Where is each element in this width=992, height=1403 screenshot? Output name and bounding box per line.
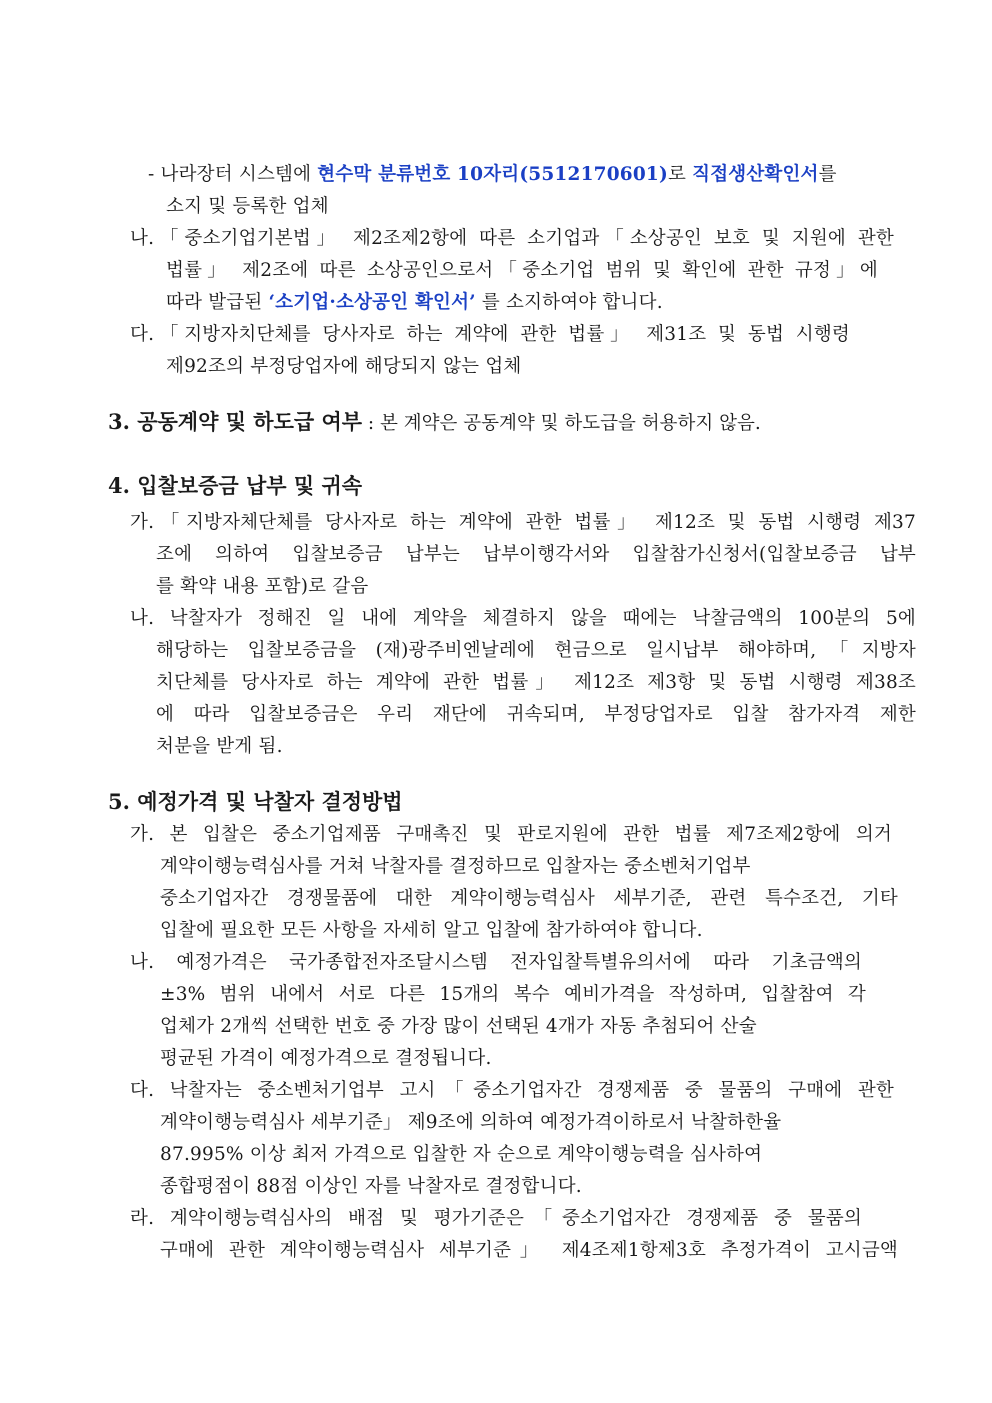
s4-na-line: 해당하는 입찰보증금을 (재)광주비엔날레에 현금으로 일시납부 해야하며,「지방자 bbox=[156, 640, 916, 661]
na-item-line: 나.「중소기업기본법」 제2조제2항에 따른 소기업과「소상공인 보호 및 지원에 관한 bbox=[130, 228, 894, 249]
s5-da-line: 계약이행능력심사 세부기준」 제9조에 의하여 예정가격이하로서 낙찰하한율 bbox=[160, 1112, 782, 1133]
s5-ra-line: 라. 계약이행능력심사의 배점 및 평가기준은「중소기업자간 경쟁제품 중 물품의 bbox=[130, 1208, 862, 1229]
s5-na-line: 평균된 가격이 예정가격으로 결정됩니다. bbox=[160, 1048, 492, 1069]
s4-na-line: 처분을 받게 됨. bbox=[156, 736, 283, 757]
s5-ga-line: 계약이행능력심사를 거쳐 낙찰자를 결정하므로 입찰자는 중소벤처기업부 bbox=[160, 856, 751, 877]
s4-na-line: 에 따라 입찰보증금은 우리 재단에 귀속되며, 부정당업자로 입찰 참가자격 제한 bbox=[156, 704, 916, 725]
s5-ga-line: 입찰에 필요한 모든 사항을 자세히 알고 입찰에 참가하여야 합니다. bbox=[160, 920, 703, 941]
certificate-highlight: 직접생산확인서 bbox=[692, 164, 819, 185]
s5-na-line: ±3% 범위 내에서 서로 다른 15개의 복수 예비가격을 작성하며, 입찰참여 각 bbox=[160, 984, 866, 1005]
section-4-heading: 4. 입찰보증금 납부 및 귀속 bbox=[108, 473, 363, 498]
s4-na-line: 치단체를 당사자로 하는 계약에 관한 법률」 제12조 제3항 및 동법 시행령 제38조 bbox=[156, 672, 916, 693]
section-3-text: : 본 계약은 공동계약 및 하도급을 허용하지 않음. bbox=[362, 413, 761, 434]
s4-ga-line: 가.「지방자체단체를 당사자로 하는 계약에 관한 법률」 제12조 및 동법 시행령 제37 bbox=[130, 512, 916, 533]
category-number-highlight: 현수막 분류번호 10자리(5512170601) bbox=[317, 164, 668, 185]
s5-da-line: 다. 낙찰자는 중소벤처기업부 고시「중소기업자간 경쟁제품 중 물품의 구매에 관한 bbox=[130, 1080, 894, 1101]
s4-na-line: 나. 낙찰자가 정해진 일 내에 계약을 체결하지 않을 때에는 낙찰금액의 100분의 5에 bbox=[130, 608, 916, 629]
na-item-line: 법률」 제2조에 따른 소상공인으로서「중소기업 범위 및 확인에 관한 규정」에 bbox=[166, 260, 878, 281]
dash-item-continuation: 소지 및 등록한 업체 bbox=[166, 196, 329, 217]
da-item-line: 다.「지방자치단체를 당사자로 하는 계약에 관한 법률」 제31조 및 동법 시행령 bbox=[130, 324, 850, 345]
section-3-heading: 3. 공동계약 및 하도급 여부 : 본 계약은 공동계약 및 하도급을 허용하지 않음. bbox=[108, 409, 761, 434]
da-item-line: 제92조의 부정당업자에 해당되지 않는 업체 bbox=[166, 356, 522, 377]
s5-ga-line: 가. 본 입찰은 중소기업제품 구매촉진 및 판로지원에 관한 법률 제7조제2항에 의거 bbox=[130, 824, 892, 845]
dash-item-line: - 나라장터 시스템에 현수막 분류번호 10자리(5512170601)로 직접생산확인서를 bbox=[148, 164, 837, 185]
s5-da-line: 87.995% 이상 최저 가격으로 입찰한 자 순으로 계약이행능력을 심사하여 bbox=[160, 1144, 763, 1165]
s5-na-line: 나. 예정가격은 국가종합전자조달시스템 전자입찰특별유의서에 따라 기초금액의 bbox=[130, 952, 862, 973]
confirmation-highlight: ‘소기업·소상공인 확인서’ bbox=[268, 292, 476, 313]
s5-da-line: 종합평점이 88점 이상인 자를 낙찰자로 결정합니다. bbox=[160, 1176, 582, 1197]
dash-item-text: - 나라장터 시스템에 bbox=[148, 164, 318, 185]
section-5-heading: 5. 예정가격 및 낙찰자 결정방법 bbox=[108, 789, 403, 814]
s5-ga-line: 중소기업자간 경쟁물품에 대한 계약이행능력심사 세부기준, 관련 특수조건, 기타 bbox=[160, 888, 898, 909]
s5-na-line: 업체가 2개씩 선택한 번호 중 가장 많이 선택된 4개가 자동 추첨되어 산술 bbox=[160, 1016, 757, 1037]
na-item-last-line: 따라 발급된 ‘소기업·소상공인 확인서’ 를 소지하여야 합니다. bbox=[166, 292, 663, 313]
s4-ga-line: 를 확약 내용 포함)로 갈음 bbox=[156, 576, 369, 597]
s5-ra-line: 구매에 관한 계약이행능력심사 세부기준」 제4조제1항제3호 추정가격이 고시금액 bbox=[160, 1240, 898, 1261]
s4-ga-line: 조에 의하여 입찰보증금 납부는 납부이행각서와 입찰참가신청서(입찰보증금 납부 bbox=[156, 544, 916, 565]
